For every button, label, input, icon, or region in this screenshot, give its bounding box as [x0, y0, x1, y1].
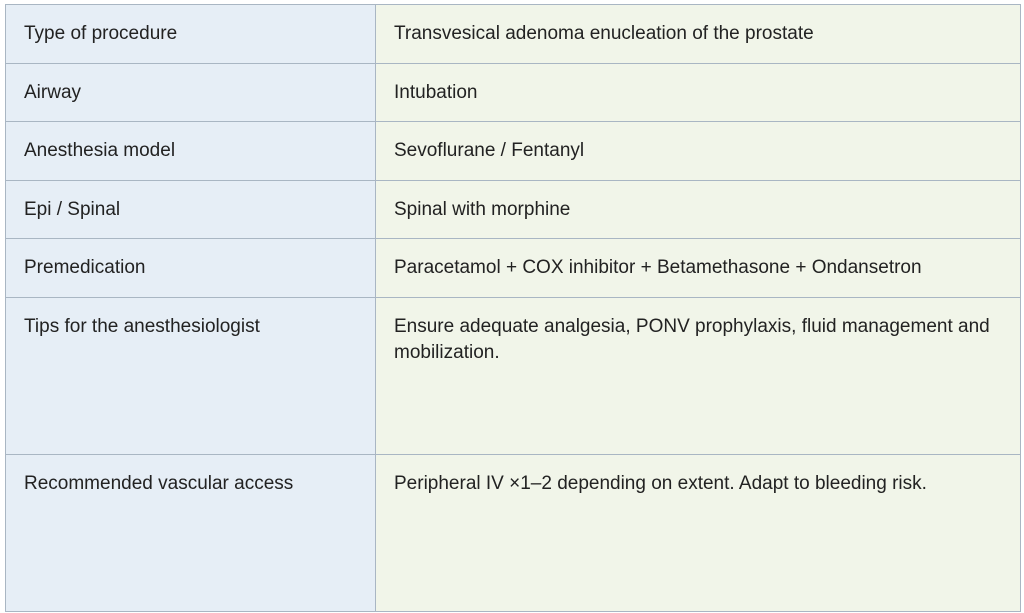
row-value: Intubation [376, 63, 1021, 122]
table-row [6, 5, 1021, 64]
row-label: Recommended vascular access [6, 454, 376, 611]
row-value: Sevoflurane / Fentanyl [376, 122, 1021, 181]
procedure-info-table [5, 4, 1021, 612]
row-label: Premedication [6, 239, 376, 298]
row-value: Transvesical adenoma enucleation of the prostate [376, 5, 1021, 64]
row-label: Tips for the anesthesiologist [6, 297, 376, 454]
table-row [6, 239, 1021, 298]
row-value: Ensure adequate analgesia, PONV prophylaxis, fluid management and mobilization. [376, 297, 1021, 454]
row-label: Epi / Spinal [6, 180, 376, 239]
row-value: Peripheral IV ×1–2 depending on extent. Adapt to bleeding risk. [376, 454, 1021, 611]
table-row [6, 122, 1021, 181]
row-label: Anesthesia model [6, 122, 376, 181]
row-value: Paracetamol + COX inhibitor + Betamethasone + Ondansetron [376, 239, 1021, 298]
table-row [6, 180, 1021, 239]
row-value: Spinal with morphine [376, 180, 1021, 239]
row-label: Type of procedure [6, 5, 376, 64]
table-row [6, 297, 1021, 454]
table-row [6, 454, 1021, 611]
row-label: Airway [6, 63, 376, 122]
table-row [6, 63, 1021, 122]
